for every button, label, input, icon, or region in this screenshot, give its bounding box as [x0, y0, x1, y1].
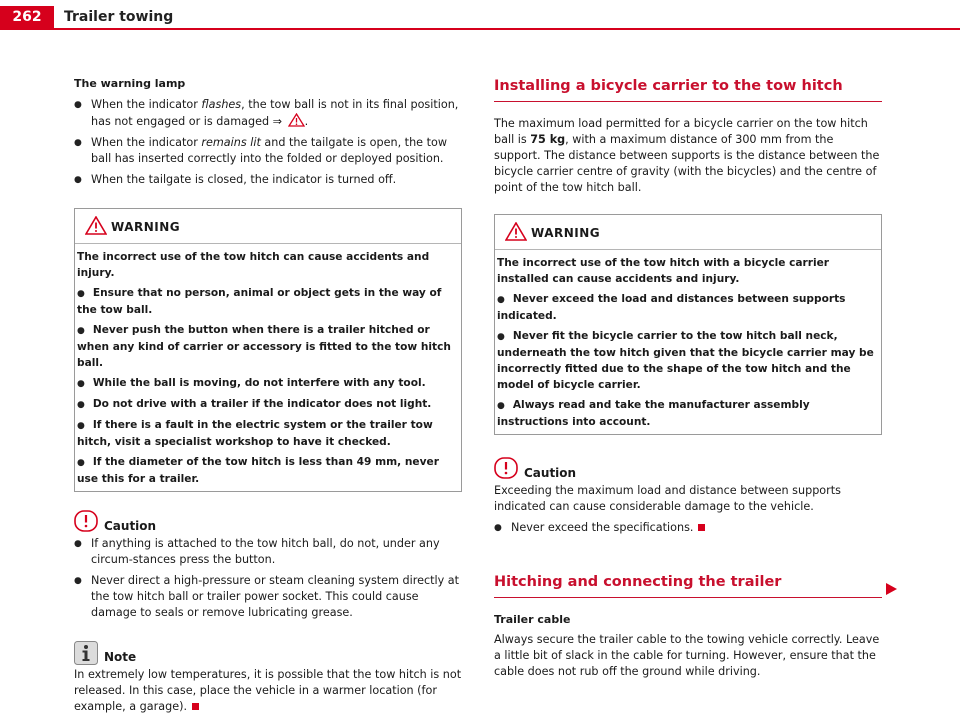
lamp-b2-text: When the indicator — [91, 136, 202, 149]
warning-item: ● Always read and take the manufacturer assembly instructions into account. — [497, 397, 879, 430]
caution-item: ● If anything is attached to the tow hitch ball, do not, under any circum-stances press the button. — [74, 536, 462, 568]
chapter-title: Trailer towing — [64, 9, 174, 25]
note-info-icon — [74, 641, 98, 665]
caution-item: ● Never direct a high-pressure or steam cleaning system directly at the tow hitch ball or trailer power socket. This could cause damage to seals or remove lubricating grease. — [74, 573, 462, 621]
note-label: Note — [104, 650, 137, 664]
caution-heading — [494, 457, 882, 481]
warning-item: ● If the diameter of the tow hitch is less than 49 mm, never use this for a trailer. — [77, 454, 459, 487]
warning-box-bicycle-carrier — [494, 214, 882, 435]
note-text — [74, 667, 462, 715]
next-page-arrow-icon[interactable] — [884, 582, 898, 596]
warning-box-body — [495, 250, 881, 434]
warning-label: WARNING — [111, 220, 181, 234]
caution-text: Exceeding the maximum load and distance between supports indicated can cause considerable damage to the vehicle. — [494, 484, 841, 513]
warning-label: WARNING — [531, 226, 601, 240]
section-title-hitching: Hitching and connecting the trailer — [494, 572, 882, 598]
warning-triangle-icon[interactable] — [288, 113, 305, 127]
lamp-b2-emphasis: remains lit — [201, 136, 261, 149]
bicycle-carrier-paragraph — [494, 116, 882, 196]
lamp-b1-emphasis: flashes — [201, 98, 242, 111]
warning-box-header — [75, 209, 461, 244]
warning-box-header — [495, 215, 881, 250]
caution-label: Caution — [524, 466, 577, 480]
warning-intro: The incorrect use of the tow hitch can cause accidents and injury. — [77, 251, 430, 279]
warning-box-tow-hitch — [74, 208, 462, 492]
warning-item: ● Never push the button when there is a trailer hitched or when any kind of carrier or accessory is fitted to the tow hitch ball. — [77, 322, 459, 371]
end-of-section-icon — [698, 524, 705, 531]
bike-text: The maximum load permitted for a bicycle carrier on the tow hitch ball is — [494, 117, 868, 146]
right-column — [494, 76, 882, 680]
trailer-cable-text: Always secure the trailer cable to the towing vehicle correctly. Leave a little bit of slack in the cable for turning. However, ensure that the cable does not rub off the ground while driving. — [494, 633, 880, 678]
caution-heading — [74, 510, 462, 534]
warning-item: ● Never exceed the load and distances between supports indicated. — [497, 291, 879, 324]
end-of-section-icon — [192, 703, 199, 710]
caution-label: Caution — [104, 519, 157, 533]
warning-box-body — [75, 244, 461, 491]
header-rule — [0, 28, 960, 30]
section-title-bicycle-carrier: Installing a bicycle carrier to the tow hitch — [494, 76, 882, 102]
lamp-bullet-tailgate-closed: ● When the tailgate is closed, the indicator is turned off. — [74, 172, 462, 188]
note-body: In extremely low temperatures, it is possible that the tow hitch is not released. In this case, place the vehicle in a warmer location (for example, a garage). — [74, 668, 462, 713]
caution-exclamation-icon — [494, 457, 518, 479]
warning-item: ● Ensure that no person, animal or object gets in the way of the tow ball. — [77, 285, 459, 318]
page-number: 262 — [0, 6, 54, 28]
warning-lamp-heading: The warning lamp — [74, 77, 186, 90]
caution-item — [494, 520, 882, 536]
page-header — [0, 0, 960, 30]
lamp-b2-text-end: and the tailgate is open, the tow ball has inserted correctly into the folded or deployed position. — [91, 136, 447, 165]
warning-triangle-icon — [85, 216, 107, 235]
left-column — [74, 76, 462, 715]
lamp-b1-text: When the indicator — [91, 98, 202, 111]
note-heading — [74, 641, 462, 665]
trailer-cable-heading: Trailer cable — [494, 613, 571, 626]
caution-item-text: Never exceed the specifications. — [511, 521, 694, 534]
lamp-bullet-flashes: ● When the indicator flashes, the tow ball is not in its final position, has not engaged or is damaged ⇒ . — [74, 97, 462, 130]
warning-item: ● If there is a fault in the electric system or the trailer tow hitch, visit a specialist workshop to have it checked. — [77, 417, 459, 450]
lamp-bullet-remains-lit — [74, 135, 462, 167]
caution-exclamation-icon — [74, 510, 98, 532]
warning-intro: The incorrect use of the tow hitch with a bicycle carrier installed can cause accidents and injury. — [497, 257, 830, 285]
warning-item: ● While the ball is moving, do not interfere with any tool. — [77, 375, 459, 392]
warning-item: ● Never fit the bicycle carrier to the tow hitch ball neck, underneath the tow hitch given that the bicycle carrier may be incorrectly fitted due to the shape of the tow hitch and the model of bicycle carrier. — [497, 328, 879, 393]
bike-text-end: , with a maximum distance of 300 mm from the support. The distance between supports is the distance between the bicycle carrier centre of gravity (with the bicycles) and the centre of point of the tow hitch ball. — [494, 133, 880, 194]
bike-max-load: 75 kg — [530, 133, 566, 146]
lamp-b1-text-end: , the tow ball is not in its final position, has not engaged or is damaged ⇒ — [91, 98, 459, 128]
warning-triangle-icon — [505, 222, 527, 241]
warning-item: ● Do not drive with a trailer if the indicator does not light. — [77, 396, 459, 413]
